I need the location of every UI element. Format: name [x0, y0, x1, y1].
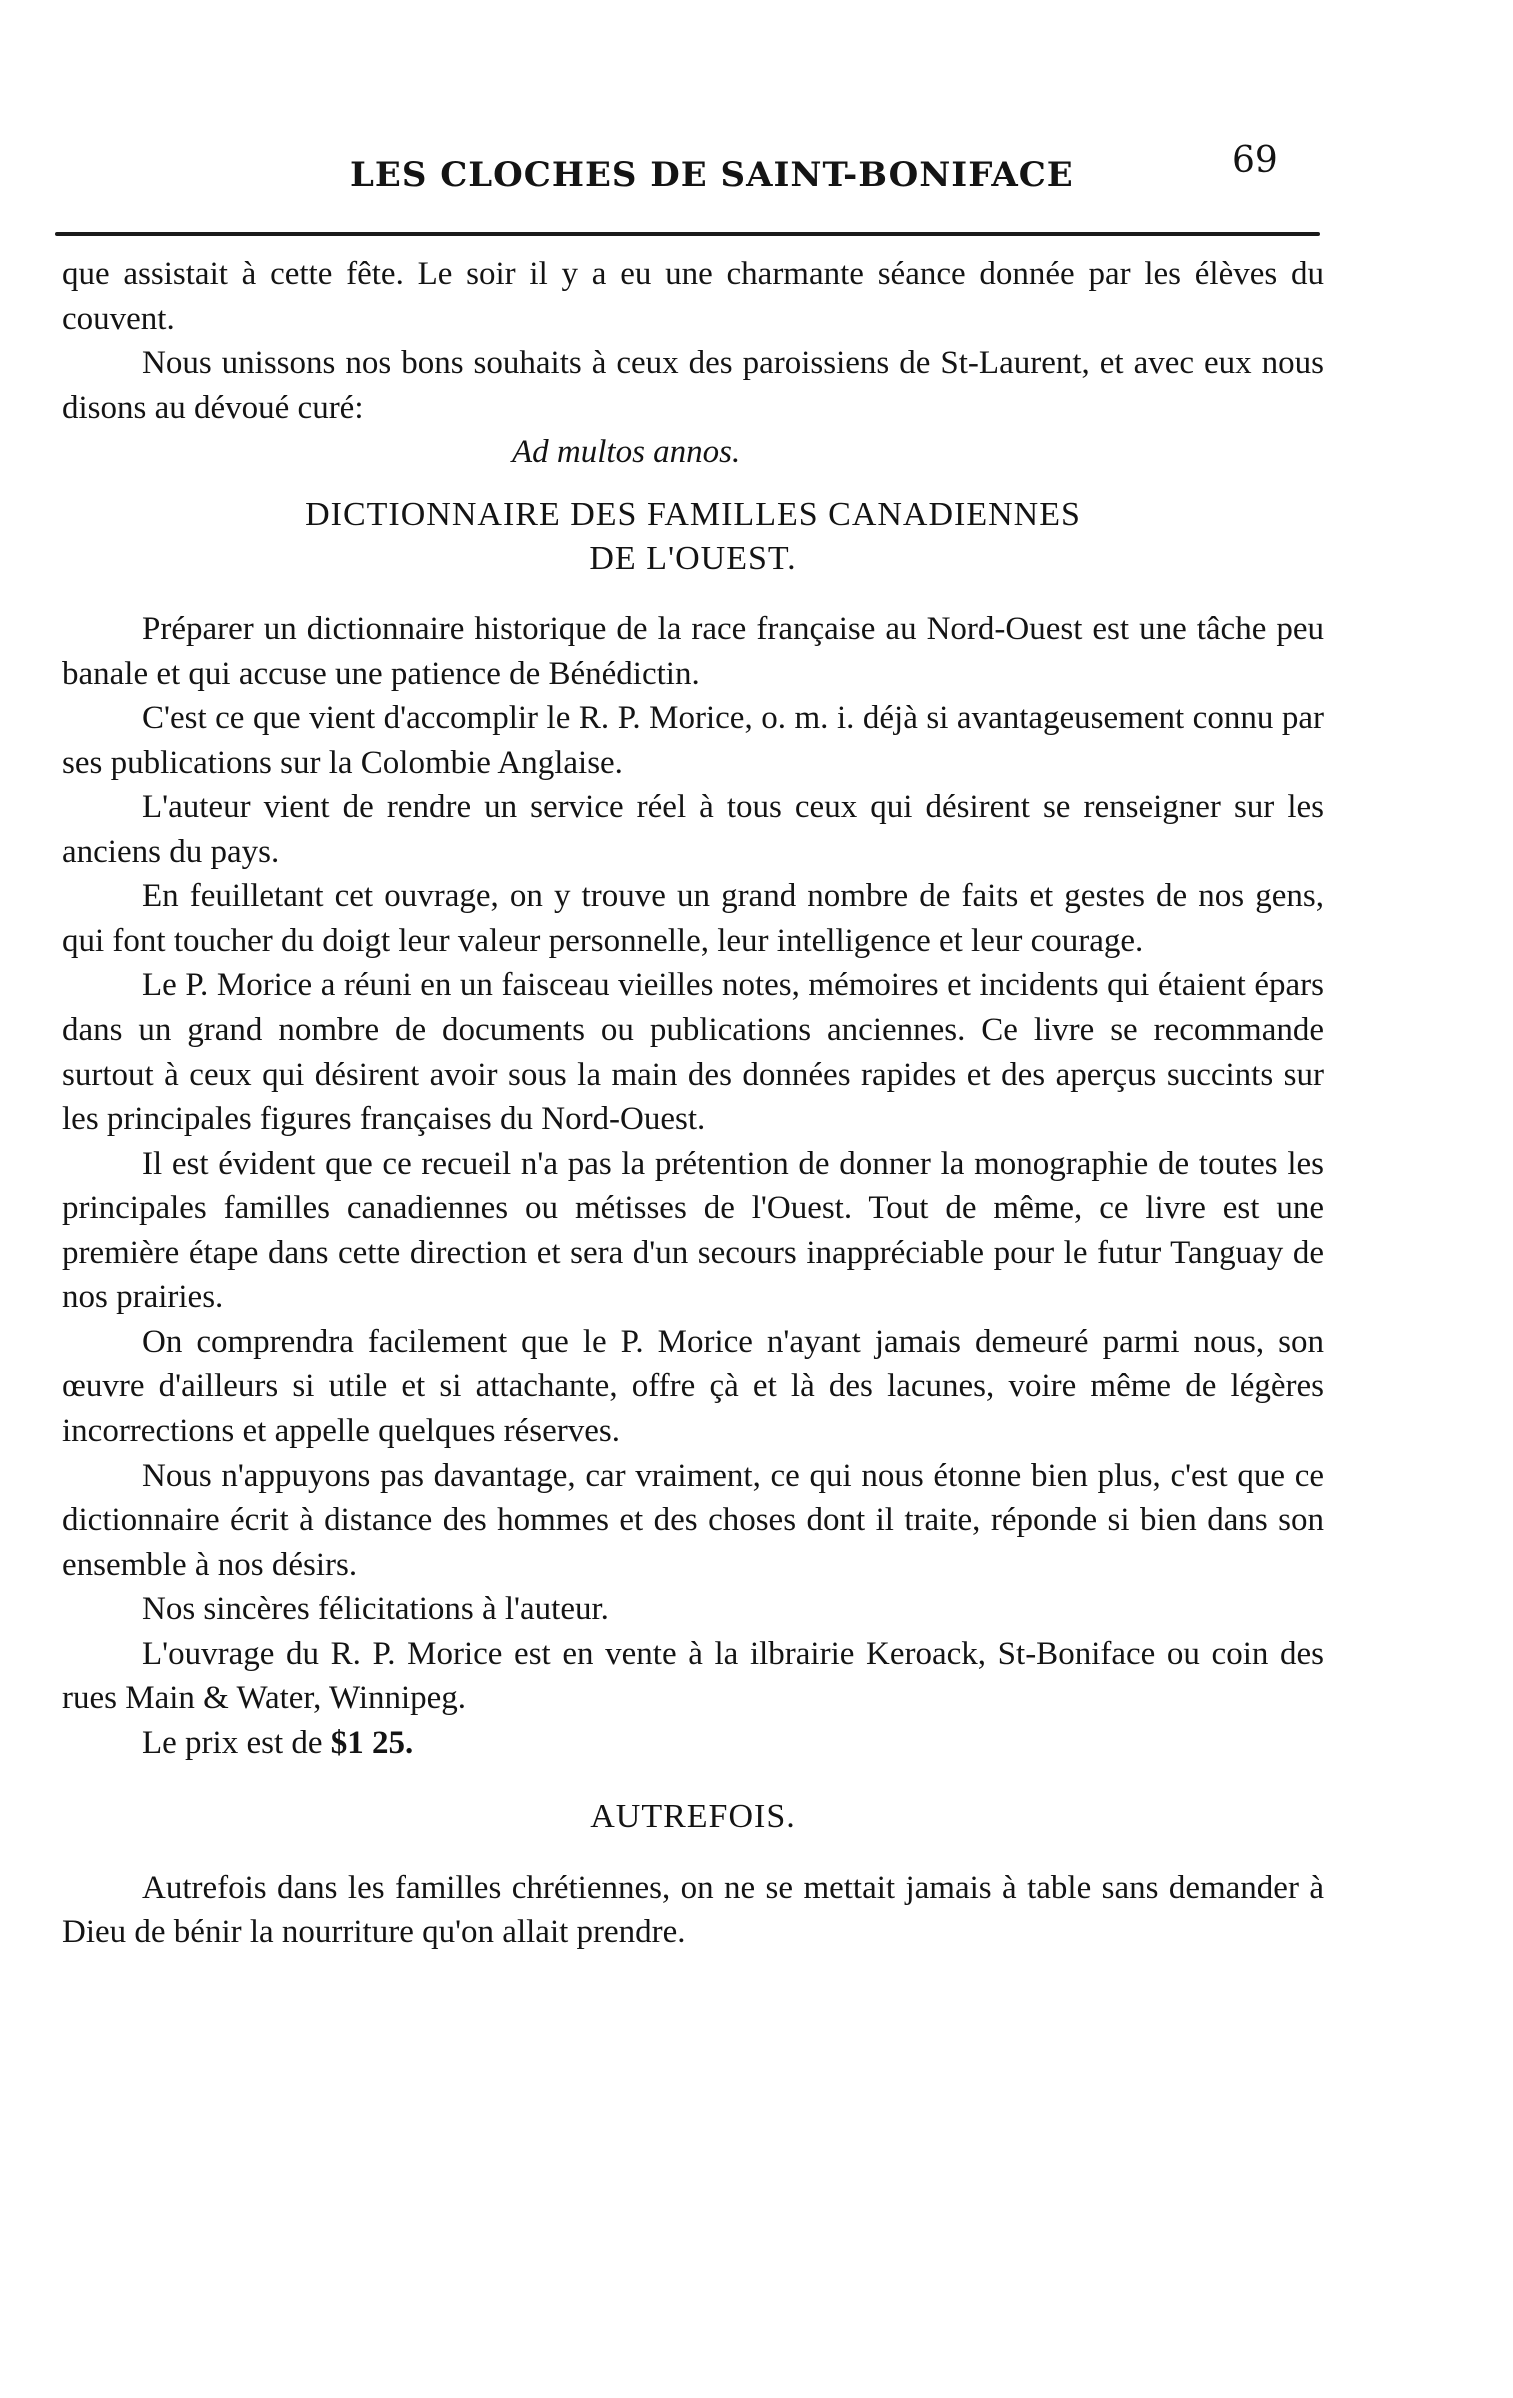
intro-paragraph-1: que assistait à cette fête. Le soir il y a eu une charmante séance donnée par les élèves du couvent.	[62, 256, 1324, 337]
intro-closing: Ad multos annos.	[512, 434, 741, 471]
page-number: 69	[1232, 140, 1278, 181]
intro-paragraph-2: Nous unissons nos bons souhaits à ceux des paroissiens de St-Laurent, et avec eux nous disons au dévoué curé:	[62, 345, 1324, 426]
article-paragraph: Le P. Morice a réuni en un faisceau vieilles notes, mémoires et incidents qui étaient épars dans un grand nombre de documents ou publications anciennes. Ce livre se recommande surtout à ceux qui désirent avoir sous la main des données rapides et des aperçus succints sur les principales figures françaises du Nord-Ouest.	[62, 967, 1324, 1138]
article-paragraph: On comprendra facilement que le P. Morice n'ayant jamais demeuré parmi nous, son œuvre d'ailleurs si utile et si attachante, offre çà et là des lacunes, voire même de légères incorrections et appelle quelques réserves.	[62, 1323, 1324, 1449]
header-rule	[55, 232, 1320, 236]
price-line	[62, 1721, 1324, 1766]
price-prefix: Le prix est de	[142, 1724, 323, 1761]
body-text	[62, 252, 1324, 1955]
article-paragraph: Il est évident que ce recueil n'a pas la prétention de donner la monographie de toutes les principales familles canadiennes ou métisses de l'Ouest. Tout de même, ce livre est une première étape dans cette direction et sera d'un secours inappréciable pour le futur Tanguay de nos prairies.	[62, 1145, 1324, 1316]
article-paragraph: Nos sincères félicitations à l'auteur.	[142, 1591, 609, 1628]
article-paragraph: C'est ce que vient d'accomplir le R. P. Morice, o. m. i. déjà si avantageusement connu par ses publications sur la Colombie Anglaise.	[62, 700, 1324, 781]
article-title-line-2: DE L'OUEST.	[589, 539, 797, 577]
article-title-line-1: DICTIONNAIRE DES FAMILLES CANADIENNES	[305, 495, 1081, 533]
article-paragraph: L'auteur vient de rendre un service réel à tous ceux qui désirent se renseigner sur les anciens du pays.	[62, 789, 1324, 870]
article-paragraph: En feuilletant cet ouvrage, on y trouve un grand nombre de faits et gestes de nos gens, qui font toucher du doigt leur valeur personnelle, leur intelligence et leur courage.	[62, 878, 1324, 959]
price-amount: $1 25.	[330, 1724, 414, 1761]
autrefois-paragraph: Autrefois dans les familles chrétiennes, on ne se mettait jamais à table sans demander à Dieu de bénir la nourriture qu'on allait prendre.	[62, 1869, 1324, 1951]
article-title-autrefois: AUTREFOIS.	[590, 1798, 796, 1836]
article-paragraph: L'ouvrage du R. P. Morice est en vente à la ilbrairie Keroack, St-Boniface ou coin des rues Main & Water, Winnipeg.	[62, 1635, 1324, 1717]
article-paragraph: Nous n'appuyons pas davantage, car vraiment, ce qui nous étonne bien plus, c'est que ce dictionnaire écrit à distance des hommes et des choses dont il traite, réponde si bien dans son ensemble à nos désirs.	[62, 1457, 1324, 1583]
article-paragraph: Préparer un dictionnaire historique de la race française au Nord-Ouest est une tâche peu banale et qui accuse une patience de Bénédictin.	[62, 611, 1324, 692]
running-title: LES CLOCHES DE SAINT-BONIFACE	[350, 155, 1074, 195]
article-title-dictionnaire	[62, 493, 1324, 581]
